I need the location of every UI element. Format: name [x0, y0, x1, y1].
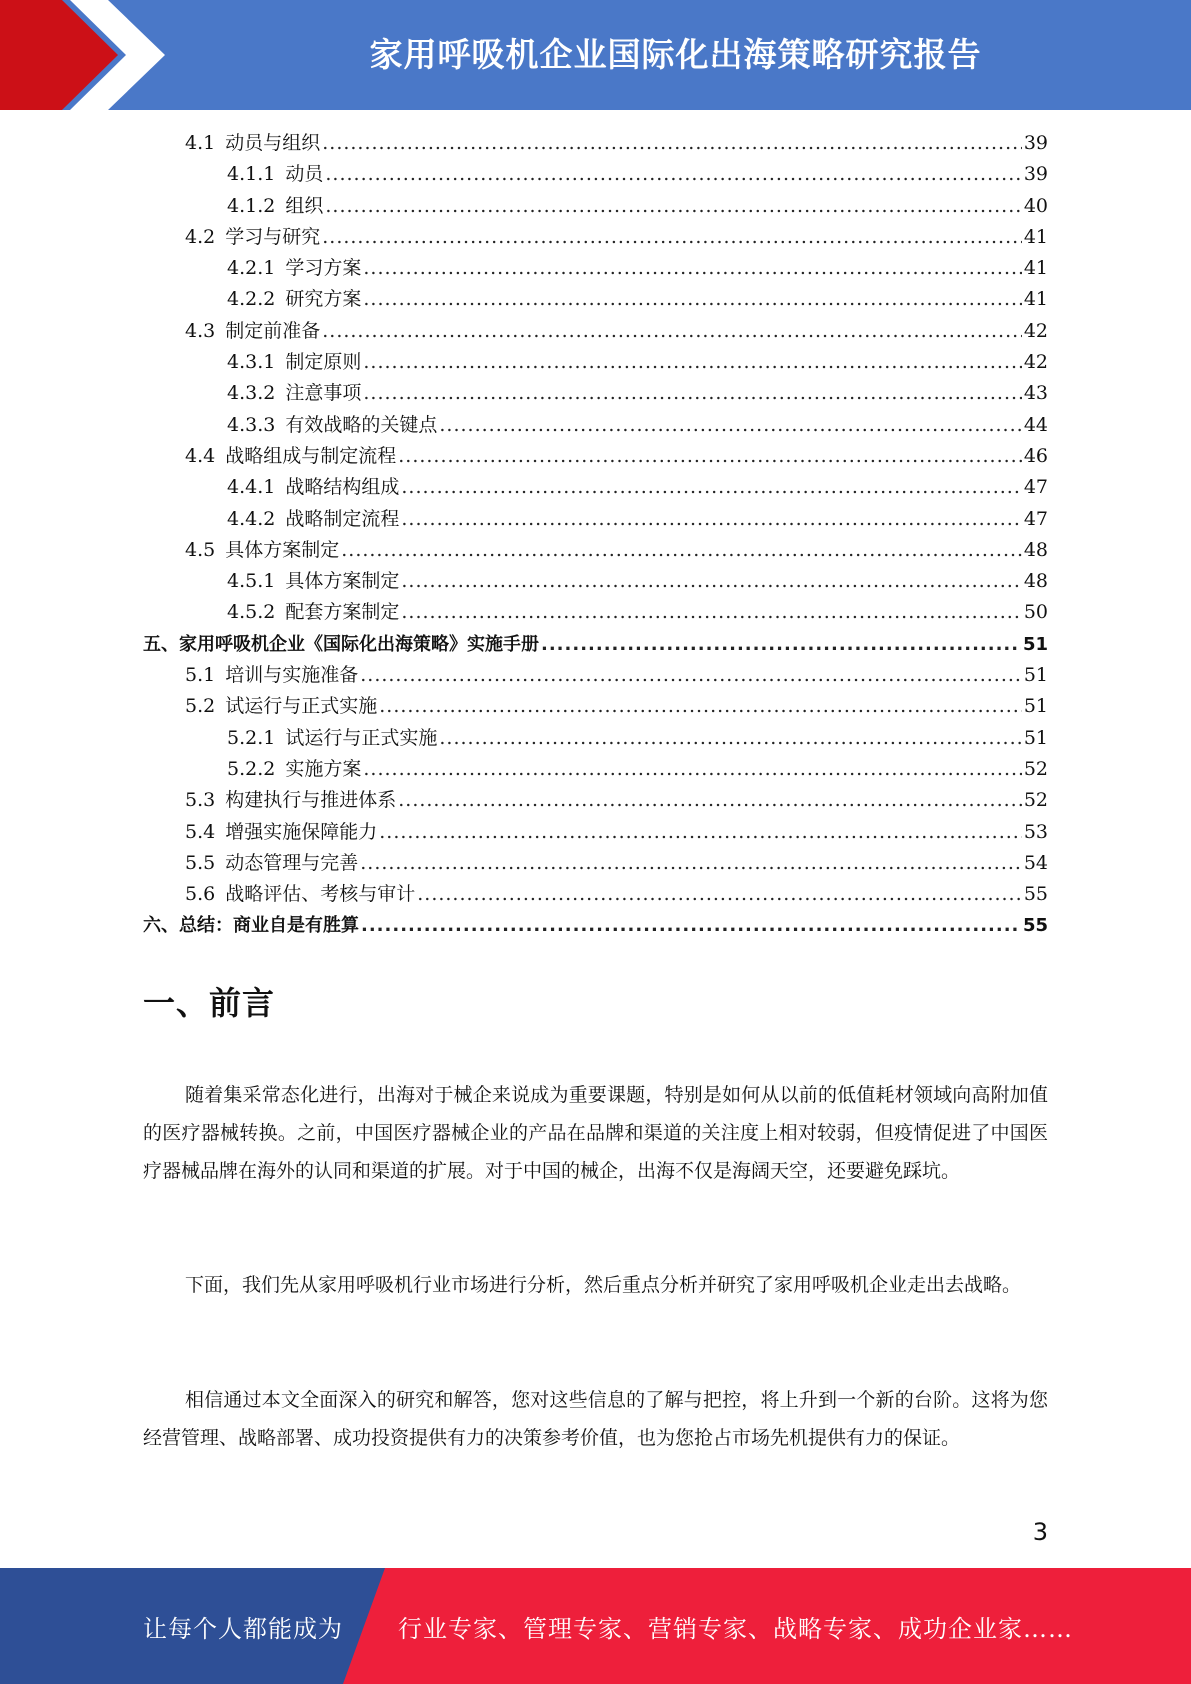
toc-entry[interactable]: [143, 378, 1048, 409]
toc-entry-number: 4.5.1: [227, 570, 276, 593]
toc-dot-leader: [363, 378, 1021, 409]
toc-entry-title: 试运行与正式实施: [225, 695, 378, 718]
toc-entry-title: 实施方案: [285, 757, 362, 780]
toc-dot-leader: [363, 754, 1021, 785]
toc-entry-number: 5.4: [185, 820, 216, 843]
toc-dot-leader: [417, 879, 1022, 910]
footer-slogan-right: 行业专家、管理专家、营销专家、战略专家、成功企业家……: [398, 1614, 1073, 1643]
toc-entry[interactable]: [143, 316, 1048, 347]
toc-entry-page: 51: [1023, 695, 1048, 718]
toc-entry[interactable]: [143, 472, 1048, 503]
toc-dot-leader: [401, 566, 1021, 597]
toc-dot-leader: [439, 410, 1021, 441]
toc-entry-title: 配套方案制定: [285, 601, 400, 624]
intro-paragraph-2: 下面，我们先从家用呼吸机行业市场进行分析，然后重点分析并研究了家用呼吸机企业走出去战略。: [185, 1274, 1022, 1296]
toc-entry-number: 4.3.3: [227, 413, 276, 436]
toc-entry-page: 52: [1023, 757, 1048, 780]
toc-entry-page: 51: [1023, 664, 1048, 687]
toc-entry-title: 具体方案制定: [225, 538, 340, 561]
header-banner: [0, 0, 1191, 110]
toc-entry-number: 4.4: [185, 444, 216, 467]
toc-entry[interactable]: [143, 253, 1048, 284]
toc-entry-page: 54: [1023, 851, 1048, 874]
toc-dot-leader: [401, 504, 1021, 535]
toc-entry[interactable]: [143, 441, 1048, 472]
toc-entry-number: 4.1.2: [227, 194, 276, 217]
toc-dot-leader: [360, 848, 1022, 879]
toc-entry-page: 42: [1023, 351, 1048, 374]
toc-entry[interactable]: [143, 754, 1048, 785]
toc-entry[interactable]: [143, 691, 1048, 722]
toc-entry-number: 5.6: [185, 883, 216, 906]
toc-entry-page: 41: [1023, 225, 1048, 248]
toc-entry-number: 4.3.2: [227, 382, 276, 405]
toc-entry-number: 5.1: [185, 664, 216, 687]
toc-entry-title: 五、家用呼吸机企业《国际化出海策略》实施手册: [143, 633, 539, 655]
toc-entry-title: 注意事项: [285, 382, 362, 405]
toc-entry[interactable]: [143, 597, 1048, 628]
toc-entry[interactable]: [143, 817, 1048, 848]
intro-paragraph-3: 相信通过本文全面深入的研究和解答，您对这些信息的了解与把控，将上升到一个新的台阶。这将为您经营管理、战略部署、成功投资提供有力的决策参考价值，也为您抢占市场先机提供有力的保证。: [143, 1389, 1048, 1449]
section-heading: 一、前言: [143, 984, 276, 1022]
toc-dot-leader: [341, 535, 1022, 566]
toc-dot-leader: [325, 159, 1021, 190]
toc-entry-title: 六、总结：商业自是有胜算: [143, 915, 359, 937]
toc-entry-page: 55: [1023, 883, 1048, 906]
toc-entry[interactable]: [143, 535, 1048, 566]
footer-slogan-left: 让每个人都能成为: [143, 1614, 343, 1643]
toc-dot-leader: [398, 785, 1022, 816]
toc-entry-page: 47: [1023, 507, 1048, 530]
toc-dot-leader: [361, 910, 1021, 941]
toc-entry-title: 有效战略的关键点: [285, 413, 438, 436]
toc-entry-title: 培训与实施准备: [225, 664, 359, 687]
toc-entry-number: 4.3.1: [227, 351, 276, 374]
toc-dot-leader: [360, 660, 1022, 691]
toc-entry-page: 44: [1023, 413, 1048, 436]
toc-entry-title: 试运行与正式实施: [285, 726, 438, 749]
toc-entry-title: 战略结构组成: [285, 476, 400, 499]
toc-entry[interactable]: [143, 910, 1048, 941]
toc-entry-page: 41: [1023, 288, 1048, 311]
toc-entry-title: 学习方案: [285, 257, 362, 280]
toc-entry-title: 学习与研究: [225, 225, 321, 248]
toc-entry[interactable]: [143, 410, 1048, 441]
toc-entry-number: 5.2.1: [227, 726, 276, 749]
toc-entry[interactable]: [143, 785, 1048, 816]
toc-entry-page: 53: [1023, 820, 1048, 843]
toc-entry-page: 39: [1023, 132, 1048, 154]
toc-dot-leader: [398, 441, 1022, 472]
toc-dot-leader: [322, 222, 1022, 253]
toc-entry-title: 制定原则: [285, 351, 362, 374]
toc-dot-leader: [439, 723, 1021, 754]
toc-entry-page: 48: [1023, 538, 1048, 561]
toc-entry-number: 4.2.1: [227, 257, 276, 280]
toc-entry-number: 4.5: [185, 538, 216, 561]
toc-entry-page: 55: [1022, 915, 1048, 937]
toc-dot-leader: [363, 284, 1021, 315]
toc-dot-leader: [322, 316, 1022, 347]
footer-banner: [0, 1568, 1191, 1684]
toc-entry-title: 制定前准备: [225, 319, 321, 342]
toc-entry-page: 51: [1022, 633, 1048, 655]
toc-entry-title: 动员与组织: [225, 132, 321, 154]
toc-entry-page: 40: [1023, 194, 1048, 217]
toc-entry-page: 47: [1023, 476, 1048, 499]
toc-dot-leader: [541, 629, 1021, 660]
toc-entry[interactable]: [143, 629, 1048, 660]
toc-entry-title: 动员: [285, 163, 324, 186]
toc-dot-leader: [401, 472, 1021, 503]
toc-entry[interactable]: [143, 879, 1048, 910]
toc-entry-title: 战略制定流程: [285, 507, 400, 530]
toc-entry[interactable]: [143, 723, 1048, 754]
toc-entry[interactable]: [143, 504, 1048, 535]
toc-entry-number: 4.1.1: [227, 163, 276, 186]
toc-entry-title: 研究方案: [285, 288, 362, 311]
toc-entry-page: 41: [1023, 257, 1048, 280]
toc-entry[interactable]: [143, 566, 1048, 597]
toc-entry[interactable]: [143, 848, 1048, 879]
toc-entry-page: 48: [1023, 570, 1048, 593]
toc-entry-page: 43: [1023, 382, 1048, 405]
intro-paragraph-1: 随着集采常态化进行，出海对于械企来说成为重要课题，特别是如何从以前的低值耗材领域向高附加值的医疗器械转换。之前，中国医疗器械企业的产品在品牌和渠道的关注度上相对较弱，但疫情促进了中国医疗器械品牌在海外的认同和渠道的扩展。对于中国的械企，出海不仅是海阔天空，还要避免踩坑。: [143, 1084, 1048, 1182]
toc-entry-title: 具体方案制定: [285, 570, 400, 593]
toc-entry-page: 39: [1023, 163, 1048, 186]
toc-entry[interactable]: [143, 284, 1048, 315]
toc-entry[interactable]: [143, 660, 1048, 691]
toc-dot-leader: [325, 191, 1021, 222]
toc-entry-page: 52: [1023, 789, 1048, 812]
toc-entry-number: 5.5: [185, 851, 216, 874]
toc-dot-leader: [401, 597, 1021, 628]
toc-entry-page: 46: [1023, 444, 1048, 467]
toc-entry-number: 4.2: [185, 225, 216, 248]
toc-entry-title: 战略组成与制定流程: [225, 444, 397, 467]
toc-entry-number: 5.2.2: [227, 757, 276, 780]
toc-entry-title: 战略评估、考核与审计: [225, 883, 416, 906]
toc-entry[interactable]: [143, 222, 1048, 253]
table-of-contents: [143, 128, 1048, 942]
toc-entry-number: 4.4.1: [227, 476, 276, 499]
toc-entry-page: 51: [1023, 726, 1048, 749]
page-number: 3: [1032, 1518, 1048, 1546]
toc-entry[interactable]: [143, 128, 1048, 159]
toc-dot-leader: [363, 347, 1021, 378]
toc-entry-number: 4.4.2: [227, 507, 276, 530]
toc-entry[interactable]: [143, 347, 1048, 378]
toc-entry-title: 构建执行与推进体系: [225, 789, 397, 812]
toc-entry-number: 4.2.2: [227, 288, 276, 311]
toc-entry-number: 4.3: [185, 319, 216, 342]
toc-entry-number: 4.5.2: [227, 601, 276, 624]
toc-entry-title: 动态管理与完善: [225, 851, 359, 874]
toc-dot-leader: [379, 691, 1022, 722]
toc-dot-leader: [363, 253, 1021, 284]
toc-dot-leader: [322, 128, 1022, 159]
toc-entry-number: 5.3: [185, 789, 216, 812]
toc-entry[interactable]: [143, 191, 1048, 222]
toc-dot-leader: [379, 817, 1022, 848]
toc-entry-page: 42: [1023, 319, 1048, 342]
report-title: 家用呼吸机企业国际化出海策略研究报告: [369, 34, 982, 74]
toc-entry-number: 5.2: [185, 695, 216, 718]
toc-entry-page: 50: [1023, 601, 1048, 624]
toc-entry-title: 组织: [285, 194, 324, 217]
toc-entry-title: 增强实施保障能力: [225, 820, 378, 843]
toc-entry-number: 4.1: [185, 132, 216, 154]
toc-entry[interactable]: [143, 159, 1048, 190]
